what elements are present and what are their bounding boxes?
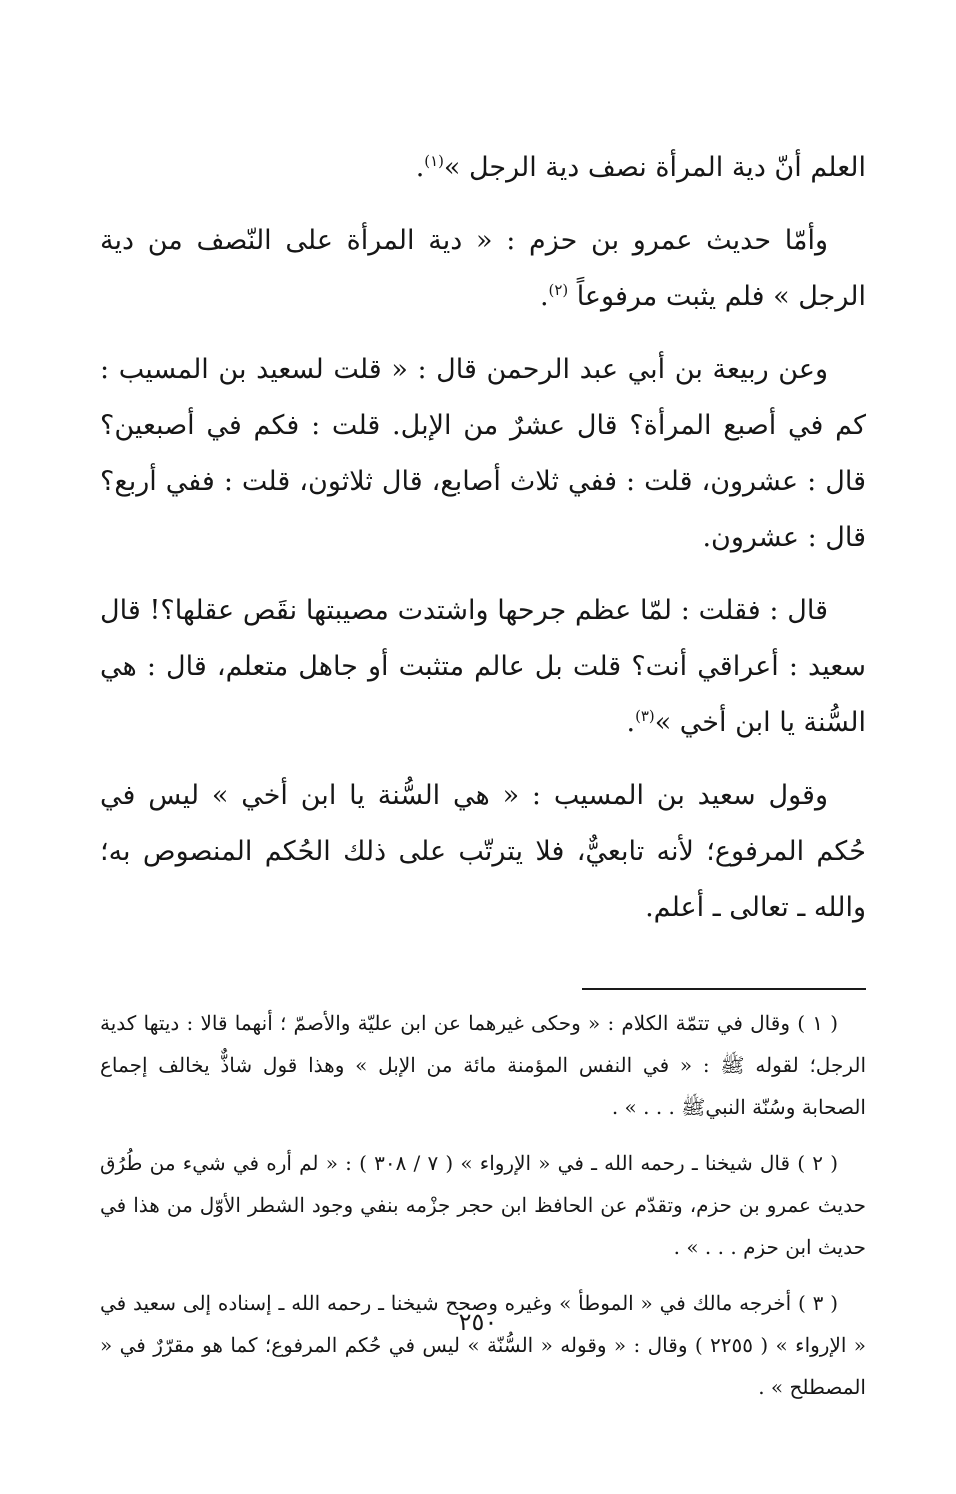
footnote-3: ( ٣ ) أخرجه مالك في « الموطأ » وغيره وصحح شيخنا ـ رحمه الله ـ إسناده إلى سعيد في « الإرواء » ( ٢٢٥٥ ) وقال : « وقوله « السُّنّة » ليس في حُكم المرفوع؛ كما هو مقرّرٌ في « المصطلح » . <box>100 1291 867 1399</box>
paragraph-1-tail: . <box>415 152 425 183</box>
paragraph-3-text: وعن ربيعة بن أبي عبد الرحمن قال : « قلت لسعيد بن المسيب : كم في أصبع المرأة؟ قال عشرٌ من الإبل. قلت : فكم في أصبعين؟ قال : عشرون، قلت : ففي ثلاث أصابع، قال ثلاثون، قلت : ففي أربع؟ قال : عشرون. <box>100 354 866 553</box>
footnote-ref-1: (١) <box>424 152 444 170</box>
paragraph-2-text: وأمّا حديث عمرو بن حزم : « دية المرأة على النّصف من دية الرجل » فلم يثبت مرفوعاً <box>100 225 866 312</box>
footnote-ref-3: (٣) <box>635 707 655 725</box>
paragraph-2-tail: . <box>539 281 549 312</box>
paragraph-1 <box>100 140 866 196</box>
footnote-2: ( ٢ ) قال شيخنا ـ رحمه الله ـ في « الإرواء » ( ٧ / ٣٠٨ ) : « لم أره في شيء من طُرُق حديث عمرو بن حزم، وتقدّم عن الحافظ ابن حجر جزْمه بنفي وجود الشطر الأوّل من هذا في حديث ابن حزم . . . » . <box>100 1151 866 1259</box>
footnote-ref-2: (٢) <box>548 281 569 299</box>
paragraph-3 <box>100 342 866 566</box>
main-text <box>100 140 866 936</box>
paragraph-2 <box>100 213 866 325</box>
paragraph-5-text: وقول سعيد بن المسيب : « هي السُّنة يا ابن أخي » ليس في حُكم المرفوع؛ لأنه تابعيٌّ، فلا يترتّب على ذلك الحُكم المنصوص به؛ والله ـ تعالى ـ أعلم. <box>100 780 866 923</box>
footnote-divider <box>582 988 866 990</box>
paragraph-1-text: العلم أنّ دية المرأة نصف دية الرجل » <box>443 152 866 183</box>
footnote-1: ( ١ ) وقال في تتمّة الكلام : « وحكى غيرهما عن ابن عليّة والأصمّ ؛ أنهما قالا : ديتها كدية الرجل؛ لقوله ﷺ : « في النفس المؤمنة مائة من الإبل » وهذا قول شاذٌّ يخالف إجماع الصحابة وسُنّة النبيﷺ . . . » . <box>100 1011 866 1119</box>
paragraph-4-text: قال : فقلت : لمّا عظم جرحها واشتدت مصيبتها نقَص عقلها؟! قال سعيد : أعراقي أنت؟ قلت بل عالم متثبت أو جاهل متعلم، قال : هي السُّنة يا ابن أخي » <box>100 595 866 738</box>
page-number: ٢٥٠ <box>458 1308 498 1336</box>
paragraph-5 <box>100 768 866 936</box>
footnotes <box>100 1002 866 1408</box>
footnote-divider-row <box>100 936 866 990</box>
paragraph-4 <box>100 583 866 751</box>
book-page <box>100 140 866 1408</box>
paragraph-4-tail: . <box>626 707 636 738</box>
